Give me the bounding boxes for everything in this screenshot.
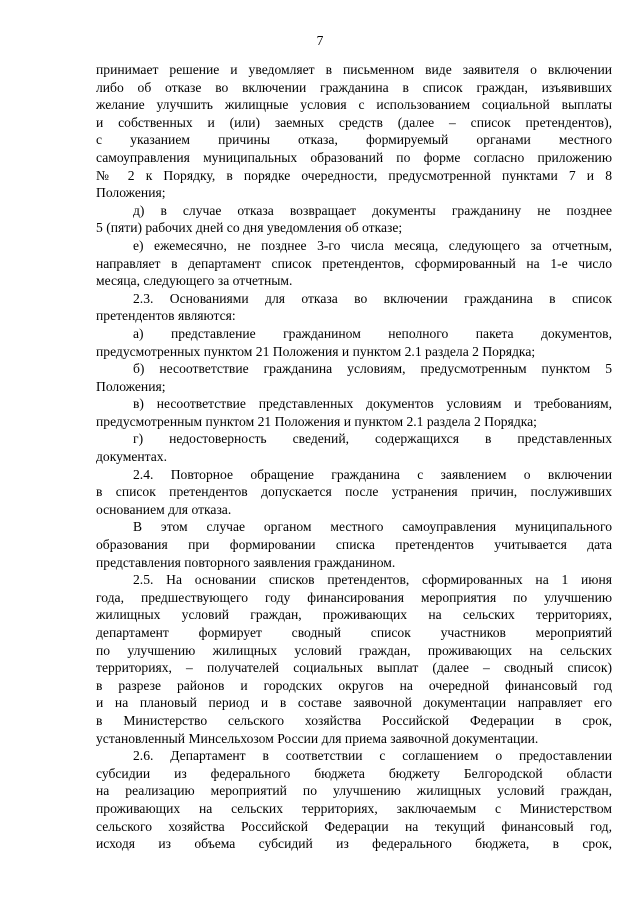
text-line: г) недостоверность сведений, содержащихся в представленных [133,431,612,447]
text-line: установленный Минсельхозом России для приема заявочной документации. [96,730,539,746]
text-line: 2.6. Департамент в соответствии с соглашением о предоставлении [133,748,612,764]
text-line: а) представление гражданином неполного пакета документов, [133,325,612,341]
text-line: департамент формирует сводный список участников мероприятий [96,625,612,640]
text-line: 5 (пяти) рабочих дней со дня уведомления об отказе; [96,220,403,236]
text-line: е) ежемесячно, не позднее 3-го числа месяца, следующего за отчетным, [133,237,612,253]
text-line: месяца, следующего за отчетным. [96,273,293,289]
text-line: 2.3. Основаниями для отказа во включении гражданина в список [133,290,612,306]
text-line: проживающих на сельских территориях, заключаемым с Министерством [96,800,612,816]
text-line: направляет в департамент список претендентов, сформированный на 1-е число [96,255,612,271]
text-line: самоуправления муниципальных образований по форме согласно приложению [96,149,612,165]
text-line: субсидии из федерального бюджета бюджету Белгородской области [96,765,612,781]
text-line: предусмотренным пунктом 21 Положения и пунктом 2.1 раздела 2 Порядка; [96,413,537,429]
text-line: территориях, – получателей социальных выплат (далее – сводный список) [96,660,612,676]
text-line: года, предшествующего году финансирования мероприятия по улучшению [96,589,612,605]
text-line: Положения; [96,378,166,394]
text-line: с указанием причины отказа, формируемый органами местного [96,132,612,148]
text-line: № 2 к Порядку, в порядке очередности, предусмотренной пунктами 7 и 8 [96,167,612,183]
text-line: 2.5. На основании списков претендентов, сформированных на 1 июня [133,572,612,588]
text-line: в Министерство сельского хозяйства Российской Федерации в срок, [96,712,612,728]
text-line: претендентов являются: [96,308,236,324]
text-line: на реализацию мероприятий по улучшению жилищных условий граждан, [96,783,612,799]
text-line: документах. [96,449,167,465]
text-line: предусмотренных пунктом 21 Положения и пунктом 2.1 раздела 2 Порядка; [96,343,536,359]
text-line: исходя из объема субсидий из федерального бюджета, в срок, [96,836,612,852]
text-line: 2.4. Повторное обращение гражданина с заявлением о включении [133,466,612,482]
text-line: жилищных условий граждан, проживающих на сельских территориях, [96,607,612,623]
text-line: Положения; [96,185,166,201]
text-line: В этом случае органом местного самоуправления муниципального [133,519,612,535]
text-line: в список претендентов допускается после устранения причин, послуживших [96,484,612,500]
text-line: сельского хозяйства Российской Федерации на текущий финансовый год, [96,818,612,834]
text-line: принимает решение и уведомляет в письменном виде заявителя о включении [96,62,612,77]
text-line: б) несоответствие гражданина условиям, предусмотренным пунктом 5 [133,361,612,377]
text-line: и на плановый период и в составе заявочной документации направляет его [96,695,612,711]
document-body [96,61,612,853]
text-line: представления повторного заявления гражданином. [96,554,396,570]
text-line: желание улучшить жилищные условия с использованием социальной выплаты [96,97,612,113]
text-line: образования при формировании списка претендентов учитывается дата [96,537,612,553]
text-line: основанием для отказа. [96,501,232,517]
text-line: в разрезе районов и городских округов на очередной финансовый год [96,677,612,693]
text-line: и собственных и (или) заемных средств (далее – список претендентов), [96,114,612,130]
text-line: д) в случае отказа возвращает документы гражданину не позднее [133,202,612,218]
text-line: в) несоответствие представленных документов условиям и требованиям, [133,396,612,412]
text-line: либо об отказе во включении гражданина в список граждан, изъявивших [96,79,612,95]
text-line: по улучшению жилищных условий граждан, проживающих на сельских [96,642,612,658]
page-number: 7 [316,33,324,48]
